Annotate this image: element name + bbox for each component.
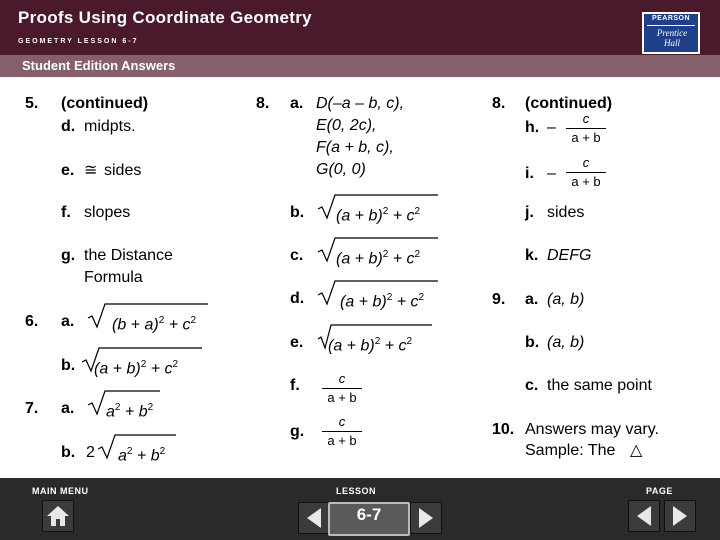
- q9-number: 9.: [492, 291, 506, 308]
- section-title: Student Edition Answers: [22, 58, 176, 73]
- q5-f-label: f.: [61, 204, 71, 221]
- next-arrow-icon: [665, 501, 695, 531]
- q5-d-answer: midpts.: [84, 118, 136, 135]
- triangle-symbol: △: [630, 442, 643, 459]
- page-next-button[interactable]: [664, 500, 696, 532]
- q8-i-fraction: [566, 156, 606, 189]
- q8-g-fraction: [322, 415, 362, 448]
- q8-k-label: k.: [525, 247, 539, 264]
- q6-a-expression: $(b + a)^2 + c^2$: [112, 315, 197, 334]
- minus-sign: –: [547, 165, 556, 182]
- fraction-numerator: c: [338, 371, 346, 386]
- fraction-denominator: a + b: [327, 433, 357, 448]
- logo-divider: [647, 25, 695, 26]
- previous-arrow-icon: [629, 501, 659, 531]
- q7-b-expression: $a^2 + b^2$: [118, 446, 166, 465]
- q6-a-label: a.: [61, 313, 75, 330]
- previous-arrow-icon: [299, 503, 329, 533]
- q10-answer-line1: Answers may vary.: [525, 421, 659, 438]
- fraction-bar: [322, 431, 362, 432]
- q8-a-line4: G(0, 0): [316, 161, 366, 178]
- q7-a-label: a.: [61, 400, 75, 417]
- lesson-next-button[interactable]: [410, 502, 442, 534]
- lesson-subtitle: GEOMETRY LESSON 6-7: [18, 38, 139, 45]
- fraction-denominator: a + b: [571, 130, 601, 145]
- q8-number: 8.: [256, 95, 270, 112]
- minus-sign: –: [547, 119, 556, 136]
- q8-e-label: e.: [290, 334, 304, 351]
- q8-i-label: i.: [525, 165, 534, 182]
- q8-h-fraction: [566, 112, 606, 145]
- q8-a-line3: F(a + b, c),: [316, 139, 394, 156]
- q8-a-label: a.: [290, 95, 304, 112]
- q8-a-line1: D(–a – b, c),: [316, 95, 405, 112]
- q5-g-label: g.: [61, 247, 76, 264]
- home-icon: [43, 501, 73, 531]
- q8-a-line2: E(0, 2c),: [316, 117, 377, 134]
- fraction-denominator: a + b: [327, 390, 357, 405]
- q10-number: 10.: [492, 421, 515, 438]
- q7-b-coefficient: 2: [86, 444, 95, 461]
- fraction-numerator: c: [338, 414, 346, 429]
- q5-f-answer: slopes: [84, 204, 131, 221]
- q8-d-expression: $(a + b)^2 + c^2$: [340, 292, 425, 311]
- q8-cont-label: (continued): [525, 95, 613, 112]
- logo-bottom-text: Prentice Hall: [656, 28, 688, 48]
- q8-j-answer: sides: [547, 204, 585, 221]
- q8-e-expression: $(a + b)^2 + c^2$: [328, 336, 413, 355]
- page-label: PAGE: [646, 486, 673, 496]
- q9-b-answer: (a, b): [547, 334, 585, 351]
- q6-b-label: b.: [61, 357, 76, 374]
- q6-number: 6.: [25, 313, 39, 330]
- q8-b-expression: $(a + b)^2 + c^2$: [336, 206, 421, 225]
- q7-b-label: b.: [61, 444, 76, 461]
- congruent-symbol: ≅: [84, 162, 98, 179]
- q5-number: 5.: [25, 95, 39, 112]
- q6-b-expression: $(a + b)^2 + c^2$: [94, 359, 179, 378]
- q9-a-label: a.: [525, 291, 539, 308]
- main-menu-label: MAIN MENU: [32, 486, 89, 496]
- q8-j-label: j.: [525, 204, 534, 221]
- fraction-bar: [322, 388, 362, 389]
- fraction-denominator: a + b: [571, 174, 601, 189]
- q9-b-label: b.: [525, 334, 540, 351]
- q8-g-label: g.: [290, 423, 305, 440]
- page-title: Proofs Using Coordinate Geometry: [18, 8, 312, 27]
- q5-g-answer-line2: Formula: [84, 269, 143, 286]
- q5-continued: (continued): [61, 95, 149, 112]
- q8-c-expression: $(a + b)^2 + c^2$: [336, 249, 421, 268]
- q8-f-label: f.: [290, 377, 300, 394]
- q7-number: 7.: [25, 400, 39, 417]
- lesson-number: 6-7: [356, 505, 382, 524]
- page-prev-button[interactable]: [628, 500, 660, 532]
- q9-c-answer: the same point: [547, 377, 652, 394]
- home-button[interactable]: [42, 500, 74, 532]
- q7-a-expression: $a^2 + b^2$: [106, 402, 154, 421]
- q8-d-label: d.: [290, 290, 305, 307]
- q8-h-label: h.: [525, 119, 540, 136]
- lesson-prev-button[interactable]: [298, 502, 330, 534]
- q5-e-answer: sides: [104, 162, 142, 179]
- lesson-label: LESSON: [336, 486, 377, 496]
- q8-b-label: b.: [290, 204, 305, 221]
- q8-f-fraction: [322, 372, 362, 405]
- q9-a-answer: (a, b): [547, 291, 585, 308]
- fraction-bar: [566, 128, 606, 129]
- q10-answer-line2: Sample: The: [525, 442, 616, 459]
- q5-d-label: d.: [61, 118, 76, 135]
- logo-top-text: PEARSON: [651, 15, 691, 22]
- q8-cont-number: 8.: [492, 95, 506, 112]
- q8-c-label: c.: [290, 247, 304, 264]
- fraction-bar: [566, 172, 606, 173]
- q5-e-label: e.: [61, 162, 75, 179]
- next-arrow-icon: [411, 503, 441, 533]
- publisher-logo: [642, 12, 700, 54]
- q5-g-answer-line1: the Distance: [84, 247, 173, 264]
- q8-k-answer: DEFG: [547, 247, 592, 264]
- q9-c-label: c.: [525, 377, 539, 394]
- fraction-numerator: c: [582, 111, 590, 126]
- fraction-numerator: c: [582, 155, 590, 170]
